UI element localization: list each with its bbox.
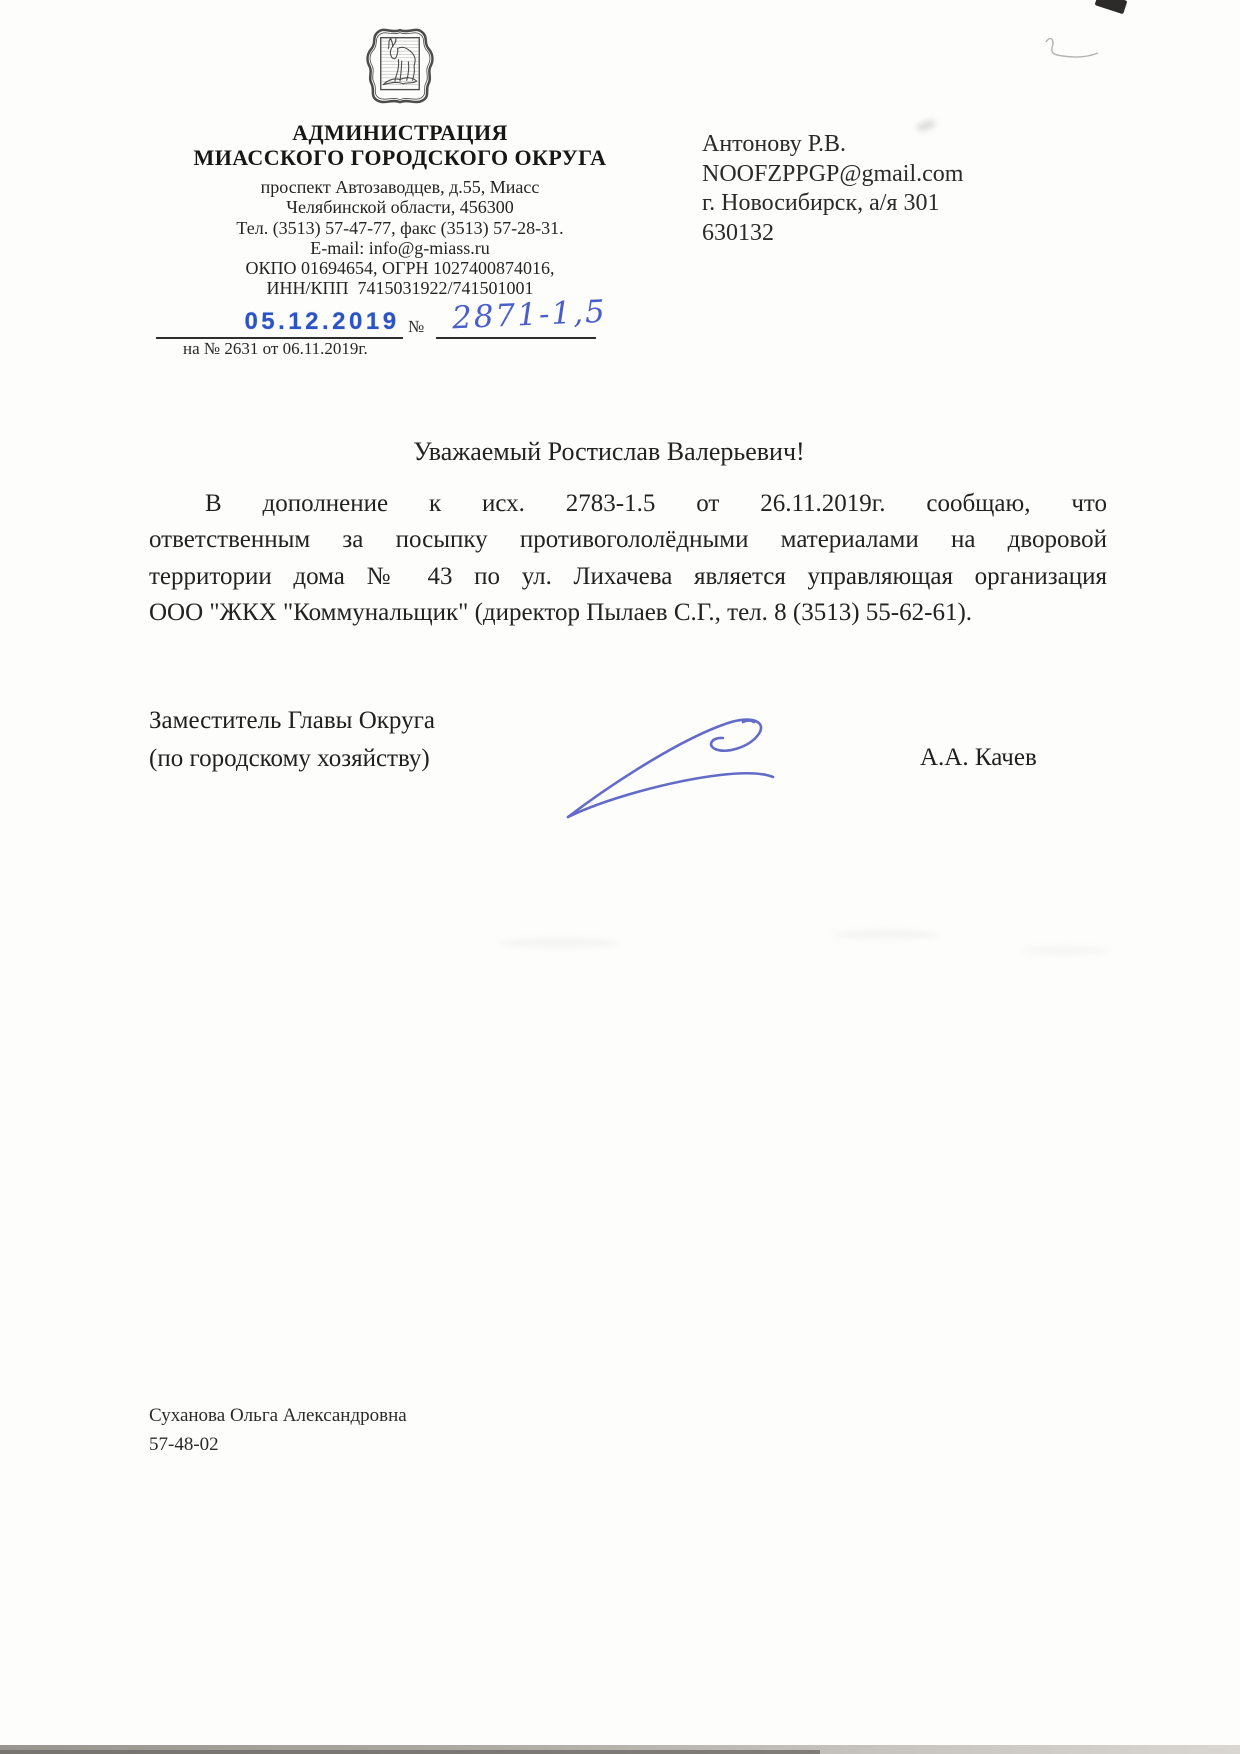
scan-corner-artifact [1095, 0, 1128, 14]
scan-smudge [1020, 946, 1110, 955]
recipient-block [702, 130, 963, 248]
executor-block [149, 1401, 407, 1459]
executor-phone: 57-48-02 [149, 1434, 219, 1455]
org-phone-fax: Тел. (3513) 57-47-77, факс (3513) 57-28-31. [236, 217, 564, 238]
signer-name: А.А. Качев [920, 744, 1037, 771]
executor-name: Суханова Ольга Александровна [149, 1405, 407, 1426]
org-address-street: проспект Автозаводцев, д.55, Миасс [260, 177, 540, 197]
signer-position-line2: (по городскому хозяйству) [149, 745, 430, 772]
number-underline [436, 337, 596, 339]
reply-reference: на № 2631 от 06.11.2019г. [183, 339, 368, 358]
coat-of-arms-icon [358, 26, 442, 108]
scan-bottom-edge-shadow [0, 1750, 820, 1754]
letterhead [90, 26, 710, 299]
body-line: ООО "ЖКХ "Коммунальщик" (директор Пылаев С.Г., тел. 8 (3513) 55-62-61). [149, 598, 973, 626]
recipient-postcode: 630132 [702, 219, 774, 246]
outgoing-number-handwritten: 2871-1,5 [451, 293, 608, 337]
scan-smudge [500, 938, 620, 948]
recipient-name: Антонову Р.В. [702, 131, 847, 157]
org-email: E-mail: info@g-miass.ru [310, 237, 490, 258]
recipient-email: NOOFZPPGP@gmail.com [702, 160, 964, 187]
number-sign: № [408, 317, 425, 336]
pencil-mark-artifact [1038, 34, 1102, 62]
signature-ink [550, 703, 785, 825]
signer-position-line1: Заместитель Главы Округа [149, 707, 435, 734]
salutation: Уважаемый Ростислав Валерьевич! [413, 437, 805, 466]
org-address-region: Челябинской области, 456300 [286, 197, 514, 218]
org-inn-kpp: ИНН/КПП 7415031922/741501001 [266, 278, 534, 299]
org-name-line1: АДМИНИСТРАЦИЯ [292, 120, 508, 145]
recipient-city: г. Новосибирск, а/я 301 [702, 190, 940, 216]
scan-smudge [830, 930, 940, 939]
letter-body [149, 486, 1107, 631]
body-line: В дополнение к исх. 2783-1.5 от 26.11.2019г. сообщаю, что [205, 490, 1107, 517]
org-contact-block [90, 177, 710, 299]
org-name-line2: МИАССКОГО ГОРОДСКОГО ОКРУГА [193, 145, 607, 170]
body-line: ответственным за посыпку противогололёдными материалами на дворовой [149, 526, 1107, 554]
body-line: территории дома № 43 по ул. Лихачева является управляющая организация [149, 562, 1107, 590]
org-okpo-ogrn: ОКПО 01694654, ОГРН 1027400874016, [245, 258, 555, 279]
date-stamp: 05.12.2019 [244, 308, 400, 335]
